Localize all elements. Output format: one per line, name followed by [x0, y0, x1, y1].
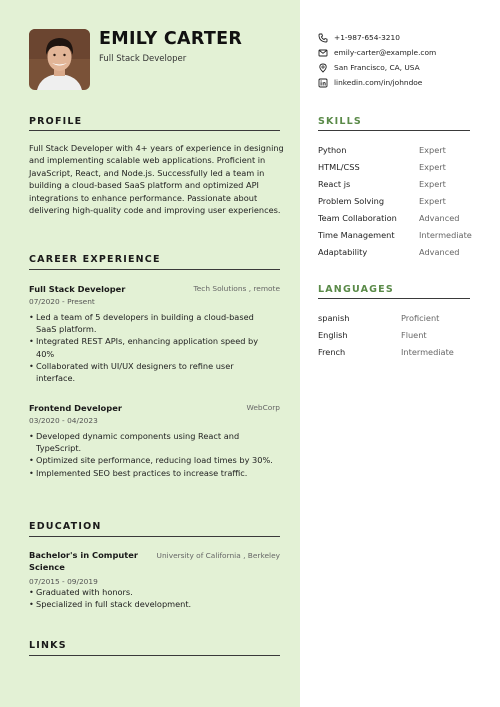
skill-row — [318, 162, 498, 174]
language-name: spanish — [318, 313, 350, 323]
skill-name: Python — [318, 145, 347, 155]
list-item: • Graduated with honors. — [29, 586, 274, 598]
profile-summary: Full Stack Developer with 4+ years of experience in designing and implementing scalable web applications. Proficient in JavaScript, React, and Node.js. Successfully led a team in building a cloud-based SaaS platform and optimized API integrations to enhance performance. Passionate about delivering high-quality code and improving user experiences. — [29, 143, 284, 216]
education-heading: EDUCATION — [29, 521, 102, 532]
candidate-name: EMILY CARTER — [99, 29, 243, 49]
phone-icon — [318, 33, 328, 43]
list-item: • Collaborated with UI/UX designers to refine user interface. — [29, 360, 274, 384]
job-1-company: Tech Solutions , remote — [193, 284, 280, 293]
linkedin-icon — [318, 78, 328, 88]
skills-divider — [318, 130, 470, 131]
skill-name: Team Collaboration — [318, 213, 397, 223]
skill-level: Advanced — [419, 247, 460, 257]
job-1-dates: 07/2020 - Present — [29, 297, 95, 306]
language-name: English — [318, 330, 348, 340]
profile-divider — [29, 130, 280, 131]
skill-row — [318, 179, 498, 191]
skill-level: Intermediate — [419, 230, 472, 240]
skill-level: Expert — [419, 196, 446, 206]
skill-level: Expert — [419, 179, 446, 189]
links-heading: LINKS — [29, 640, 67, 651]
job-2-dates: 03/2020 - 04/2023 — [29, 416, 98, 425]
skill-name: Adaptability — [318, 247, 368, 257]
list-item: • Optimized site performance, reducing load times by 30%. — [29, 454, 274, 466]
list-item: • Integrated REST APIs, enhancing application speed by 40% — [29, 335, 274, 359]
skill-level: Expert — [419, 162, 446, 172]
skill-level: Advanced — [419, 213, 460, 223]
language-row — [318, 313, 498, 325]
job-1-title: Full Stack Developer — [29, 284, 126, 294]
location-icon — [318, 63, 328, 73]
language-row — [318, 330, 498, 342]
contact-email[interactable]: emily-carter@example.com — [318, 47, 436, 58]
language-level: Fluent — [401, 330, 427, 340]
skill-row — [318, 213, 498, 225]
links-divider — [29, 655, 280, 656]
skill-row — [318, 230, 498, 242]
experience-heading: CAREER EXPERIENCE — [29, 254, 161, 265]
list-item: • Led a team of 5 developers in building a cloud-based SaaS platform. — [29, 311, 274, 335]
contact-phone[interactable]: +1-987-654-3210 — [318, 32, 400, 43]
job-2-bullets — [29, 430, 274, 479]
job-2-company: WebCorp — [246, 403, 280, 412]
job-1-bullets — [29, 311, 274, 384]
skills-heading: SKILLS — [318, 116, 362, 127]
skill-name: Time Management — [318, 230, 395, 240]
education-degree: Bachelor's in Computer Science — [29, 550, 138, 573]
language-row — [318, 347, 498, 359]
education-bullets — [29, 586, 274, 610]
candidate-job-title: Full Stack Developer — [99, 54, 187, 64]
contact-location: San Francisco, CA, USA — [318, 62, 420, 73]
language-level: Proficient — [401, 313, 440, 323]
education-divider — [29, 536, 280, 537]
experience-divider — [29, 269, 280, 270]
list-item: • Specialized in full stack development. — [29, 598, 274, 610]
education-dates: 07/2015 - 09/2019 — [29, 577, 98, 586]
list-item: • Implemented SEO best practices to increase traffic. — [29, 467, 274, 479]
skill-name: React js — [318, 179, 351, 189]
education-school: University of California , Berkeley — [156, 551, 280, 560]
skill-name: Problem Solving — [318, 196, 385, 206]
job-2-title: Frontend Developer — [29, 403, 122, 413]
profile-heading: PROFILE — [29, 116, 83, 127]
email-icon — [318, 48, 328, 58]
skill-row — [318, 145, 498, 157]
profile-photo — [29, 29, 90, 90]
contact-linkedin[interactable]: linkedin.com/in/johndoe — [318, 77, 422, 88]
languages-heading: LANGUAGES — [318, 284, 394, 295]
list-item: • Developed dynamic components using React and TypeScript. — [29, 430, 274, 454]
language-level: Intermediate — [401, 347, 454, 357]
language-name: French — [318, 347, 346, 357]
skill-level: Expert — [419, 145, 446, 155]
skill-row — [318, 247, 498, 259]
languages-divider — [318, 298, 470, 299]
skill-row — [318, 196, 498, 208]
skill-name: HTML/CSS — [318, 162, 360, 172]
